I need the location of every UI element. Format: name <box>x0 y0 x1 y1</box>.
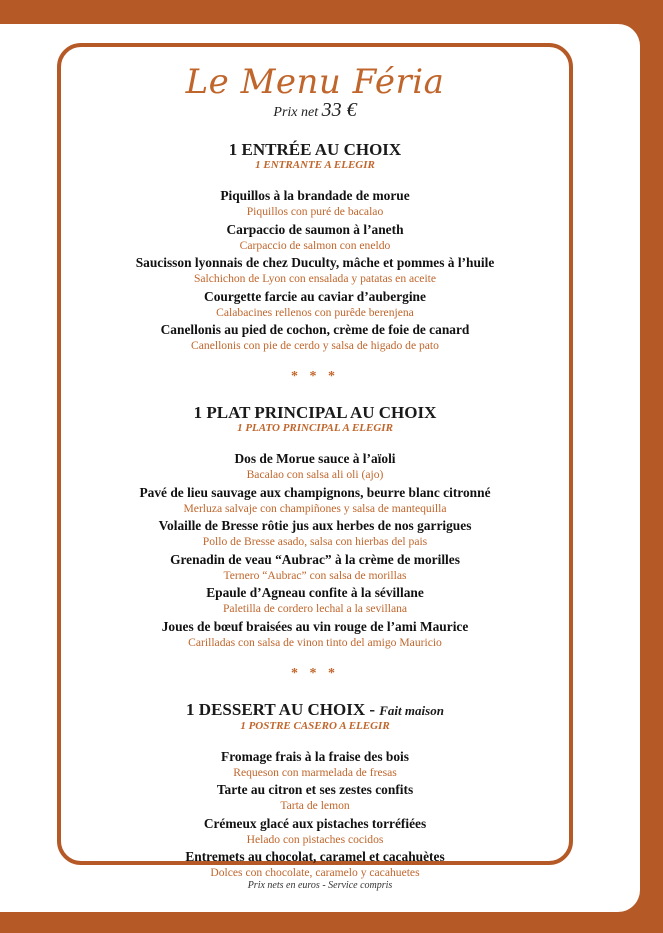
dish-name-es: Merluza salvaje con champiñones y salsa de mantequilla <box>183 501 447 515</box>
section-title-text: 1 ENTRÉE AU CHOIX <box>228 140 402 159</box>
dish-name-fr: Crémeux glacé aux pistaches torréfiées <box>203 815 427 831</box>
menu-content <box>61 47 569 882</box>
dish <box>61 748 569 780</box>
dish <box>61 781 569 813</box>
dish-name-es: Bacalao con salsa ali oli (ajo) <box>246 468 384 481</box>
dish-name-es: Canellonis con pie de cerdo y salsa de higado de pato <box>191 339 439 352</box>
dish-name-fr: Saucisson lyonnais de chez Duculty, mâche et pommes à l’huile <box>135 255 495 270</box>
dish-name-es: Paletilla de cordero lechal a la sevillana <box>222 602 408 615</box>
dish-name-es: Carpaccio de salmon con eneldo <box>239 238 391 252</box>
dish <box>61 450 569 482</box>
dish-name-fr: Courgette farcie au caviar d’aubergine <box>204 288 426 304</box>
section-subtitle: 1 POSTRE CASERO A ELEGIR <box>240 719 390 732</box>
section-title <box>61 700 569 721</box>
dish <box>61 815 569 847</box>
dish-name-fr: Fromage frais à la fraise des bois <box>221 748 409 764</box>
separator-stars: * * * <box>291 369 339 384</box>
section-entree <box>61 140 569 353</box>
section-title-text: 1 PLAT PRINCIPAL AU CHOIX <box>193 403 437 422</box>
menu-price <box>61 99 569 122</box>
price-amount: 33 € <box>321 99 357 121</box>
separator-stars: * * * <box>291 665 339 681</box>
dish-name-fr: Epaule d’Agneau confite à la sévillane <box>206 585 424 600</box>
dish <box>61 848 569 880</box>
dish-name-fr: Canellonis au pied de cochon, crème de foie de canard <box>160 322 470 337</box>
dish-name-es: Salchichon de Lyon con ensalada y patatas en aceite <box>193 272 437 285</box>
menu-title: Le Menu Féria <box>185 62 445 102</box>
section-subtitle: 1 ENTRANTE A ELEGIR <box>255 159 375 171</box>
dish-name-fr: Grenadin de veau “Aubrac” à la crème de morilles <box>170 551 460 567</box>
footer-note: Prix nets en euros - Service compris <box>247 880 393 891</box>
dish-name-es: Tarta de lemon <box>280 799 350 812</box>
dish-name-fr: Carpaccio de saumon à l’aneth <box>226 221 404 237</box>
dish-name-es: Carilladas con salsa de vinon tinto del amigo Mauricio <box>188 635 442 649</box>
dish-name-fr: Tarte au citron et ses zestes confits <box>216 782 414 797</box>
dish-name-es: Piquillos con puré de bacalao <box>246 205 384 218</box>
dish <box>61 221 569 253</box>
dish <box>61 484 569 516</box>
dish-name-es: Calabacines rellenos con purêde berenjena <box>216 305 414 319</box>
dish <box>61 288 569 320</box>
section-title <box>61 140 569 160</box>
section-title-suffix: Fait maison <box>379 702 444 718</box>
price-label: Prix net <box>273 105 319 120</box>
dish-name-es: Pollo de Bresse asado, salsa con hierbas del pais <box>202 535 428 548</box>
section-plat <box>61 403 569 650</box>
dish <box>61 517 569 549</box>
dish <box>61 187 569 219</box>
section-dessert <box>61 700 569 881</box>
dish-name-es: Dolces con chocolate, caramelo y cacahuetes <box>210 866 420 879</box>
dish-name-fr: Dos de Morue sauce à l’aïoli <box>234 451 396 466</box>
dish-name-fr: Volaille de Bresse rôtie jus aux herbes de nos garrigues <box>158 518 472 533</box>
dish <box>61 254 569 286</box>
dish-name-es: Requeson con marmelada de fresas <box>233 765 397 779</box>
section-subtitle: 1 PLATO PRINCIPAL A ELEGIR <box>237 422 393 434</box>
dish-name-fr: Entremets au chocolat, caramel et cacahuètes <box>185 849 445 864</box>
dish-name-fr: Piquillos à la brandade de morue <box>220 188 410 203</box>
dish-name-es: Helado con pistaches cocidos <box>246 832 384 846</box>
dish-name-fr: Joues de bœuf braisées au vin rouge de l’ami Maurice <box>161 618 469 634</box>
dish <box>61 551 569 583</box>
dish <box>61 321 569 353</box>
dish <box>61 584 569 616</box>
section-title <box>61 403 569 423</box>
dish-name-fr: Pavé de lieu sauvage aux champignons, beurre blanc citronné <box>139 484 491 500</box>
dish <box>61 618 569 650</box>
section-title-text: 1 DESSERT AU CHOIX - <box>186 699 380 719</box>
dish-name-es: Ternero “Aubrac” con salsa de morillas <box>223 568 407 582</box>
